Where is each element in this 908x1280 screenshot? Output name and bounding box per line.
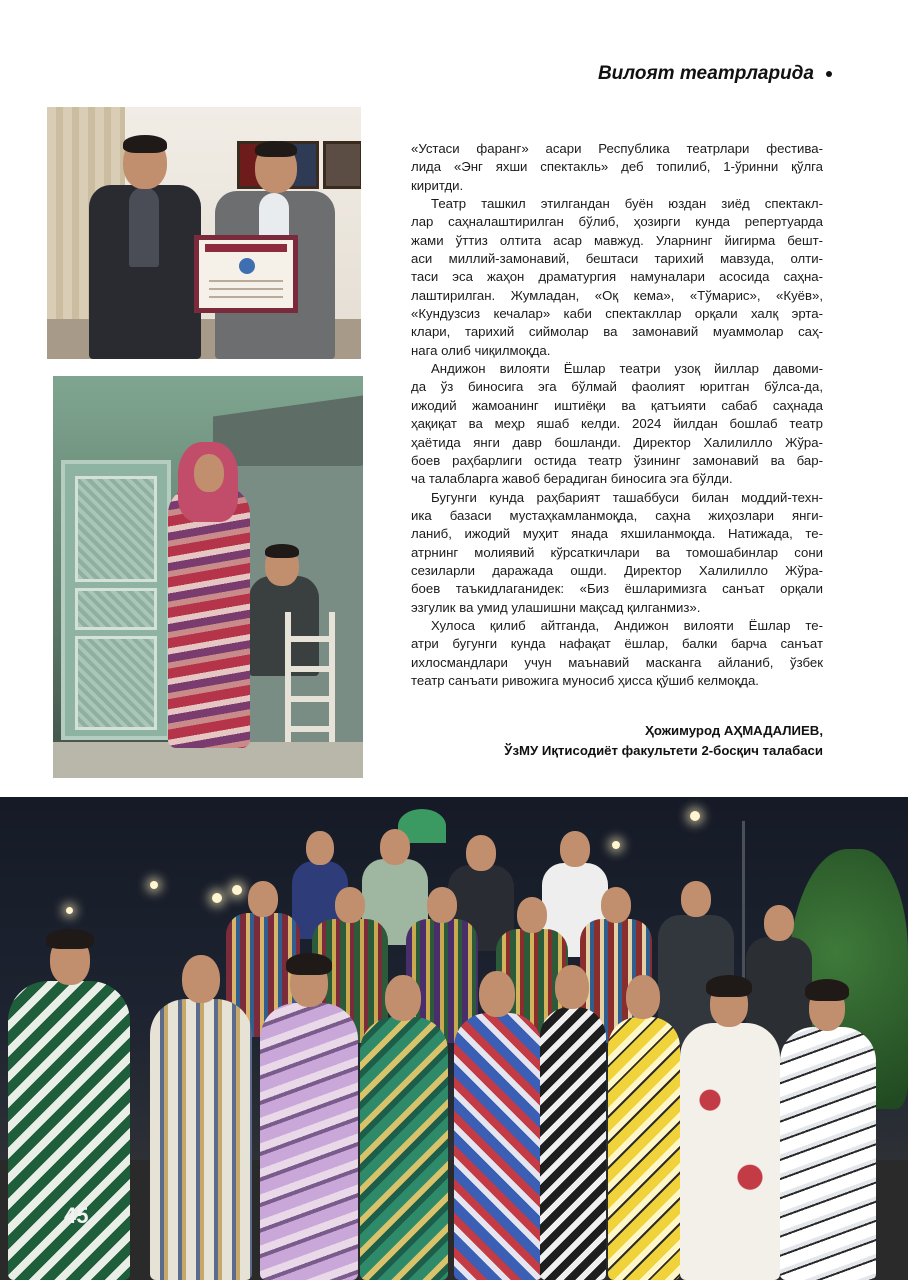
- author-signature: [504, 721, 823, 761]
- article-line: киритди.: [411, 177, 464, 193]
- street-lamp: [212, 893, 222, 903]
- article-line: атри бугунги кунда нафақат ёшлар, балки барча санъат: [411, 636, 823, 652]
- stage-ladder: [285, 612, 335, 742]
- bullet-dot: [826, 71, 832, 77]
- stage-carved-door: [61, 460, 171, 740]
- article-line: Бугунги кунда раҳбарият ташаббуси билан моддий-техн-: [431, 489, 823, 505]
- street-lamp: [150, 881, 158, 889]
- photo-group-troupe: [0, 797, 908, 1280]
- article-body: [411, 140, 823, 690]
- street-lamp: [612, 841, 620, 849]
- person: [536, 957, 610, 1280]
- actress: [158, 438, 258, 758]
- article-line: нага олиб чиқилмоқда.: [411, 342, 551, 358]
- person: [256, 951, 362, 1280]
- street-lamp: [66, 907, 73, 914]
- article-line: таси эса жаҳон драматургия намуналари асосида саҳна-: [411, 269, 823, 285]
- article-line: лида «Энг яхши спектакль» деб топилиб, 1-ўринни қўлга: [411, 159, 823, 175]
- article-line: аси миллий-замонавий, бештаси тарихий мавзуда, олти-: [411, 251, 823, 267]
- article-line: ижодий жамоанинг иштиёқи ва қатъияти сабаб саҳнада: [411, 397, 823, 413]
- person: [676, 973, 784, 1280]
- article-line: Театр ташкил этилгандан буён юздан зиёд спектакл-: [431, 196, 823, 212]
- article-line: жами ўттиз олтита асар мавжуд. Уларнинг йигирма бешт-: [411, 232, 823, 248]
- person-left: [85, 135, 205, 359]
- article-line: ча талабларга жавоб берадиган биносига эга бўлди.: [411, 471, 733, 487]
- certificate-seal-icon: [239, 258, 255, 274]
- article-line: ихлосмандлари учун маънавий масканга айланиб, ўзбек: [411, 654, 823, 670]
- article-line: атрнинг молиявий кўрсаткичлари ва томошабинлар сони: [411, 544, 823, 560]
- article-line: боев таъкидлаганидек: «Биз ёшларимизга санъат орқали: [411, 581, 823, 597]
- author-name: Ҳожимурод АҲМАДАЛИЕВ,: [645, 723, 823, 738]
- article-line: да ўз биносига эга бўлмай фаолият юритган бўлса-да,: [411, 379, 823, 395]
- person: [356, 967, 452, 1280]
- article-line: боев раҳбарлиги остида театр ўзининг замонавий ва бар-: [411, 452, 823, 468]
- article-line: ика базаси мустаҳкамланмоқда, саҳна жиҳозлари янги-: [411, 507, 823, 523]
- street-lamp: [690, 811, 700, 821]
- person: [146, 947, 256, 1280]
- article-line: Хулоса қилиб айтганда, Андижон вилояти Ёшлар те-: [431, 617, 823, 633]
- article-line: сезиларли даражада ошди. Директор Халилилло Жўра-: [411, 562, 823, 578]
- author-affiliation: ЎзМУ Иқтисодиёт факультети 2-босқич талабаси: [504, 743, 823, 758]
- person: [604, 967, 684, 1280]
- article-line: ҳаётида янги давр бошланди. Директор Халилилло Жўра-: [411, 434, 823, 450]
- person: [776, 977, 880, 1280]
- article-line: «Устаси фаранг» асари Республика театрлари фестива-: [411, 141, 823, 156]
- article-line: Андижон вилояти Ёшлар театри узоқ йиллар давоми-: [431, 361, 823, 377]
- article-line: ланиб, ижодий муҳит янада яхшиланмоқда. Натижада, те-: [411, 526, 823, 542]
- article-line: эзгулик ва умид улашишни мақсад қилганмиз».: [411, 599, 701, 615]
- article-line: ҳақиқат ва меҳр яшаб келди. 2024 йилдан бошлаб театр: [411, 416, 823, 432]
- article-line: клари, тарихий сиймолар ва замонавий муаммолар саҳ-: [411, 324, 823, 340]
- article-line: «Кундузсиз кечалар» каби спектакллар орқали халқ эрта-: [411, 306, 823, 322]
- photo-stage-performance: [53, 376, 363, 778]
- article-line: лар саҳналаштирилган бўлиб, ҳозирги кунда репертуарда: [411, 214, 823, 230]
- person: [450, 963, 546, 1280]
- photo-award-ceremony: [47, 107, 361, 359]
- section-header: [598, 63, 832, 85]
- article-line: лаштирилган. Жумладан, «Оқ кема», «Тўмарис», «Куёв»,: [411, 287, 823, 303]
- page-number: 45: [64, 1203, 89, 1228]
- section-title: Вилоят театрларида: [597, 63, 814, 84]
- article-line: театр санъати ривожига муносиб ҳисса қўшиб келмоқда.: [411, 672, 759, 688]
- certificate: [194, 235, 298, 313]
